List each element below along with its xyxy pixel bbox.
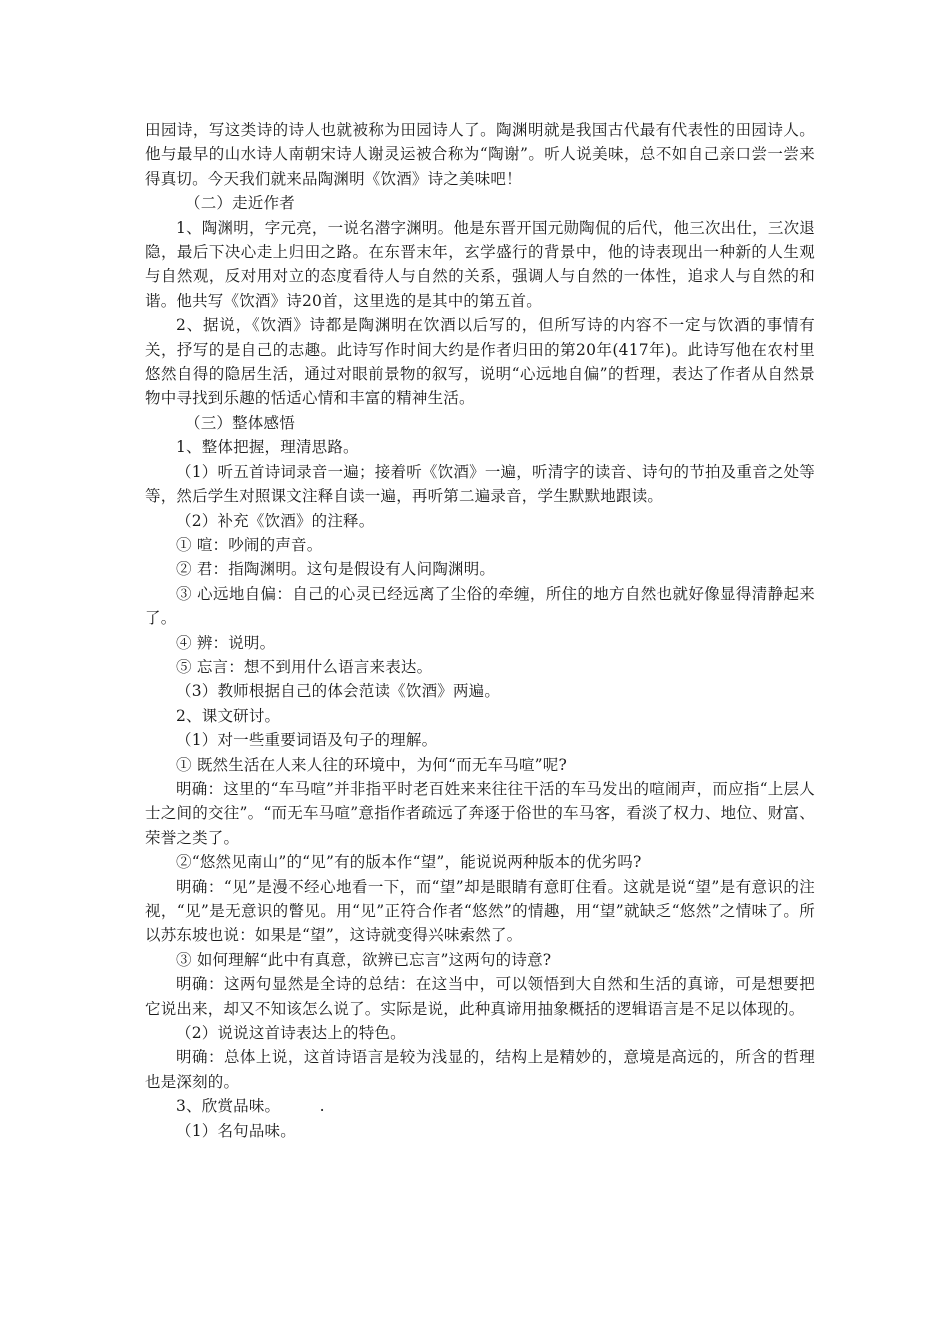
question-2: ②“悠然见南山”的“见”有的版本作“望”，能说说两种版本的优劣吗? xyxy=(176,853,642,872)
heading-section-3: （三）整体感悟 xyxy=(185,413,295,432)
heading-section-2: （二）走近作者 xyxy=(185,194,295,213)
note-item-4: ④ 辨：说明。 xyxy=(176,633,276,652)
paragraph-author-1: 1、陶渊明，字元亮，一说名潜字渊明。他是东晋开国元勋陶侃的后代，他三次出仕，三次退隐，最后下决心走上归田之路。在东晋末年，玄学盛行的背景中，他的诗表现出一种新的人生观与自然观，反对用对立的态度看待人与自然的关系，强调人与自然的一体性，追求人与自然的和谐。他共写《饮酒》诗20首，这里选的是其中的第五首。 xyxy=(145,218,815,310)
subheading-famous-lines: （1）名句品味。 xyxy=(176,1121,296,1140)
subheading-study: 2、课文研讨。 xyxy=(176,706,281,725)
note-item-5: ⑤ 忘言：想不到用什么语言来表达。 xyxy=(176,657,433,676)
subheading-key-words: （1）对一些重要词语及句子的理解。 xyxy=(176,731,438,750)
answer-3: 明确：这两句显然是全诗的总结：在这当中，可以领悟到大自然和生活的真谛，可是想要把它说出来，却又不知该怎么说了。实际是说，此种真谛用抽象概括的逻辑语言是不足以体现的。 xyxy=(145,975,815,1018)
note-item-1: ① 喧：吵闹的声音。 xyxy=(176,535,323,554)
subheading-overview: 1、整体把握，理清思路。 xyxy=(176,438,359,457)
subheading-appreciation: 3、欣赏品味。 . xyxy=(176,1097,325,1116)
question-1: ① 既然生活在人来人往的环境中，为何“而无车马喧”呢? xyxy=(176,755,567,774)
subheading-features: （2）说说这首诗表达上的特色。 xyxy=(176,1024,406,1043)
answer-1: 明确：这里的“车马喧”并非指平时老百姓来来往往干活的车马发出的喧闹声，而应指“上层人士之间的交往”。“而无车马喧”意指作者疏远了奔逐于俗世的车马客，看淡了权力、地位、财富、荣誉之类了。 xyxy=(145,779,815,847)
paragraph-intro-continued: 田园诗，写这类诗的诗人也就被称为田园诗人了。陶渊明就是我国古代最有代表性的田园诗人。他与最早的山水诗人南朝宋诗人谢灵运被合称为“陶谢”。听人说美味，总不如自己亲口尝一尝来得真切。今天我们就来品陶渊明《饮酒》诗之美味吧！ xyxy=(145,121,815,188)
subheading-notes: （2）补充《饮酒》的注释。 xyxy=(176,511,375,530)
answer-2: 明确：“见”是漫不经心地看一下，而“望”却是眼睛有意盯住看。这就是说“望”是有意识的注视，“见”是无意识的瞥见。用“见”正符合作者“悠然”的情趣，用“望”就缺乏“悠然”之情味了。所以苏东坡也说：如果是“望”，这诗就变得兴味索然了。 xyxy=(145,877,815,945)
document-body xyxy=(145,118,815,1143)
note-item-3: ③ 心远地自偏：自己的心灵已经远离了尘俗的牵缠，所住的地方自然也就好像显得清静起来了。 xyxy=(145,584,815,628)
answer-features: 明确：总体上说，这首诗语言是较为浅显的，结构上是精妙的，意境是高远的，所含的哲理也是深刻的。 xyxy=(145,1048,815,1091)
paragraph-listen: （1）听五首诗词录音一遍；接着听《饮酒》一遍，听清字的读音、诗句的节拍及重音之处等等，然后学生对照课文注释自读一遍，再听第二遍录音，学生默默地跟读。 xyxy=(145,462,815,506)
paragraph-teacher-reading: （3）教师根据自己的体会范读《饮酒》两遍。 xyxy=(176,682,501,701)
note-item-2: ② 君：指陶渊明。这句是假设有人问陶渊明。 xyxy=(176,560,496,579)
paragraph-author-2: 2、据说，《饮酒》诗都是陶渊明在饮酒以后写的，但所写诗的内容不一定与饮酒的事情有关，抒写的是自己的志趣。此诗写作时间大约是作者归田的第20年(417年)。此诗写他在农村里悠然自得的隐居生活，通过对眼前景物的叙写，说明“心远地自偏”的哲理，表达了作者从自然景物中寻找到乐趣的恬适心情和丰富的精神生活。 xyxy=(145,316,815,408)
question-3: ③ 如何理解“此中有真意，欲辨已忘言”这两句的诗意? xyxy=(176,950,552,969)
